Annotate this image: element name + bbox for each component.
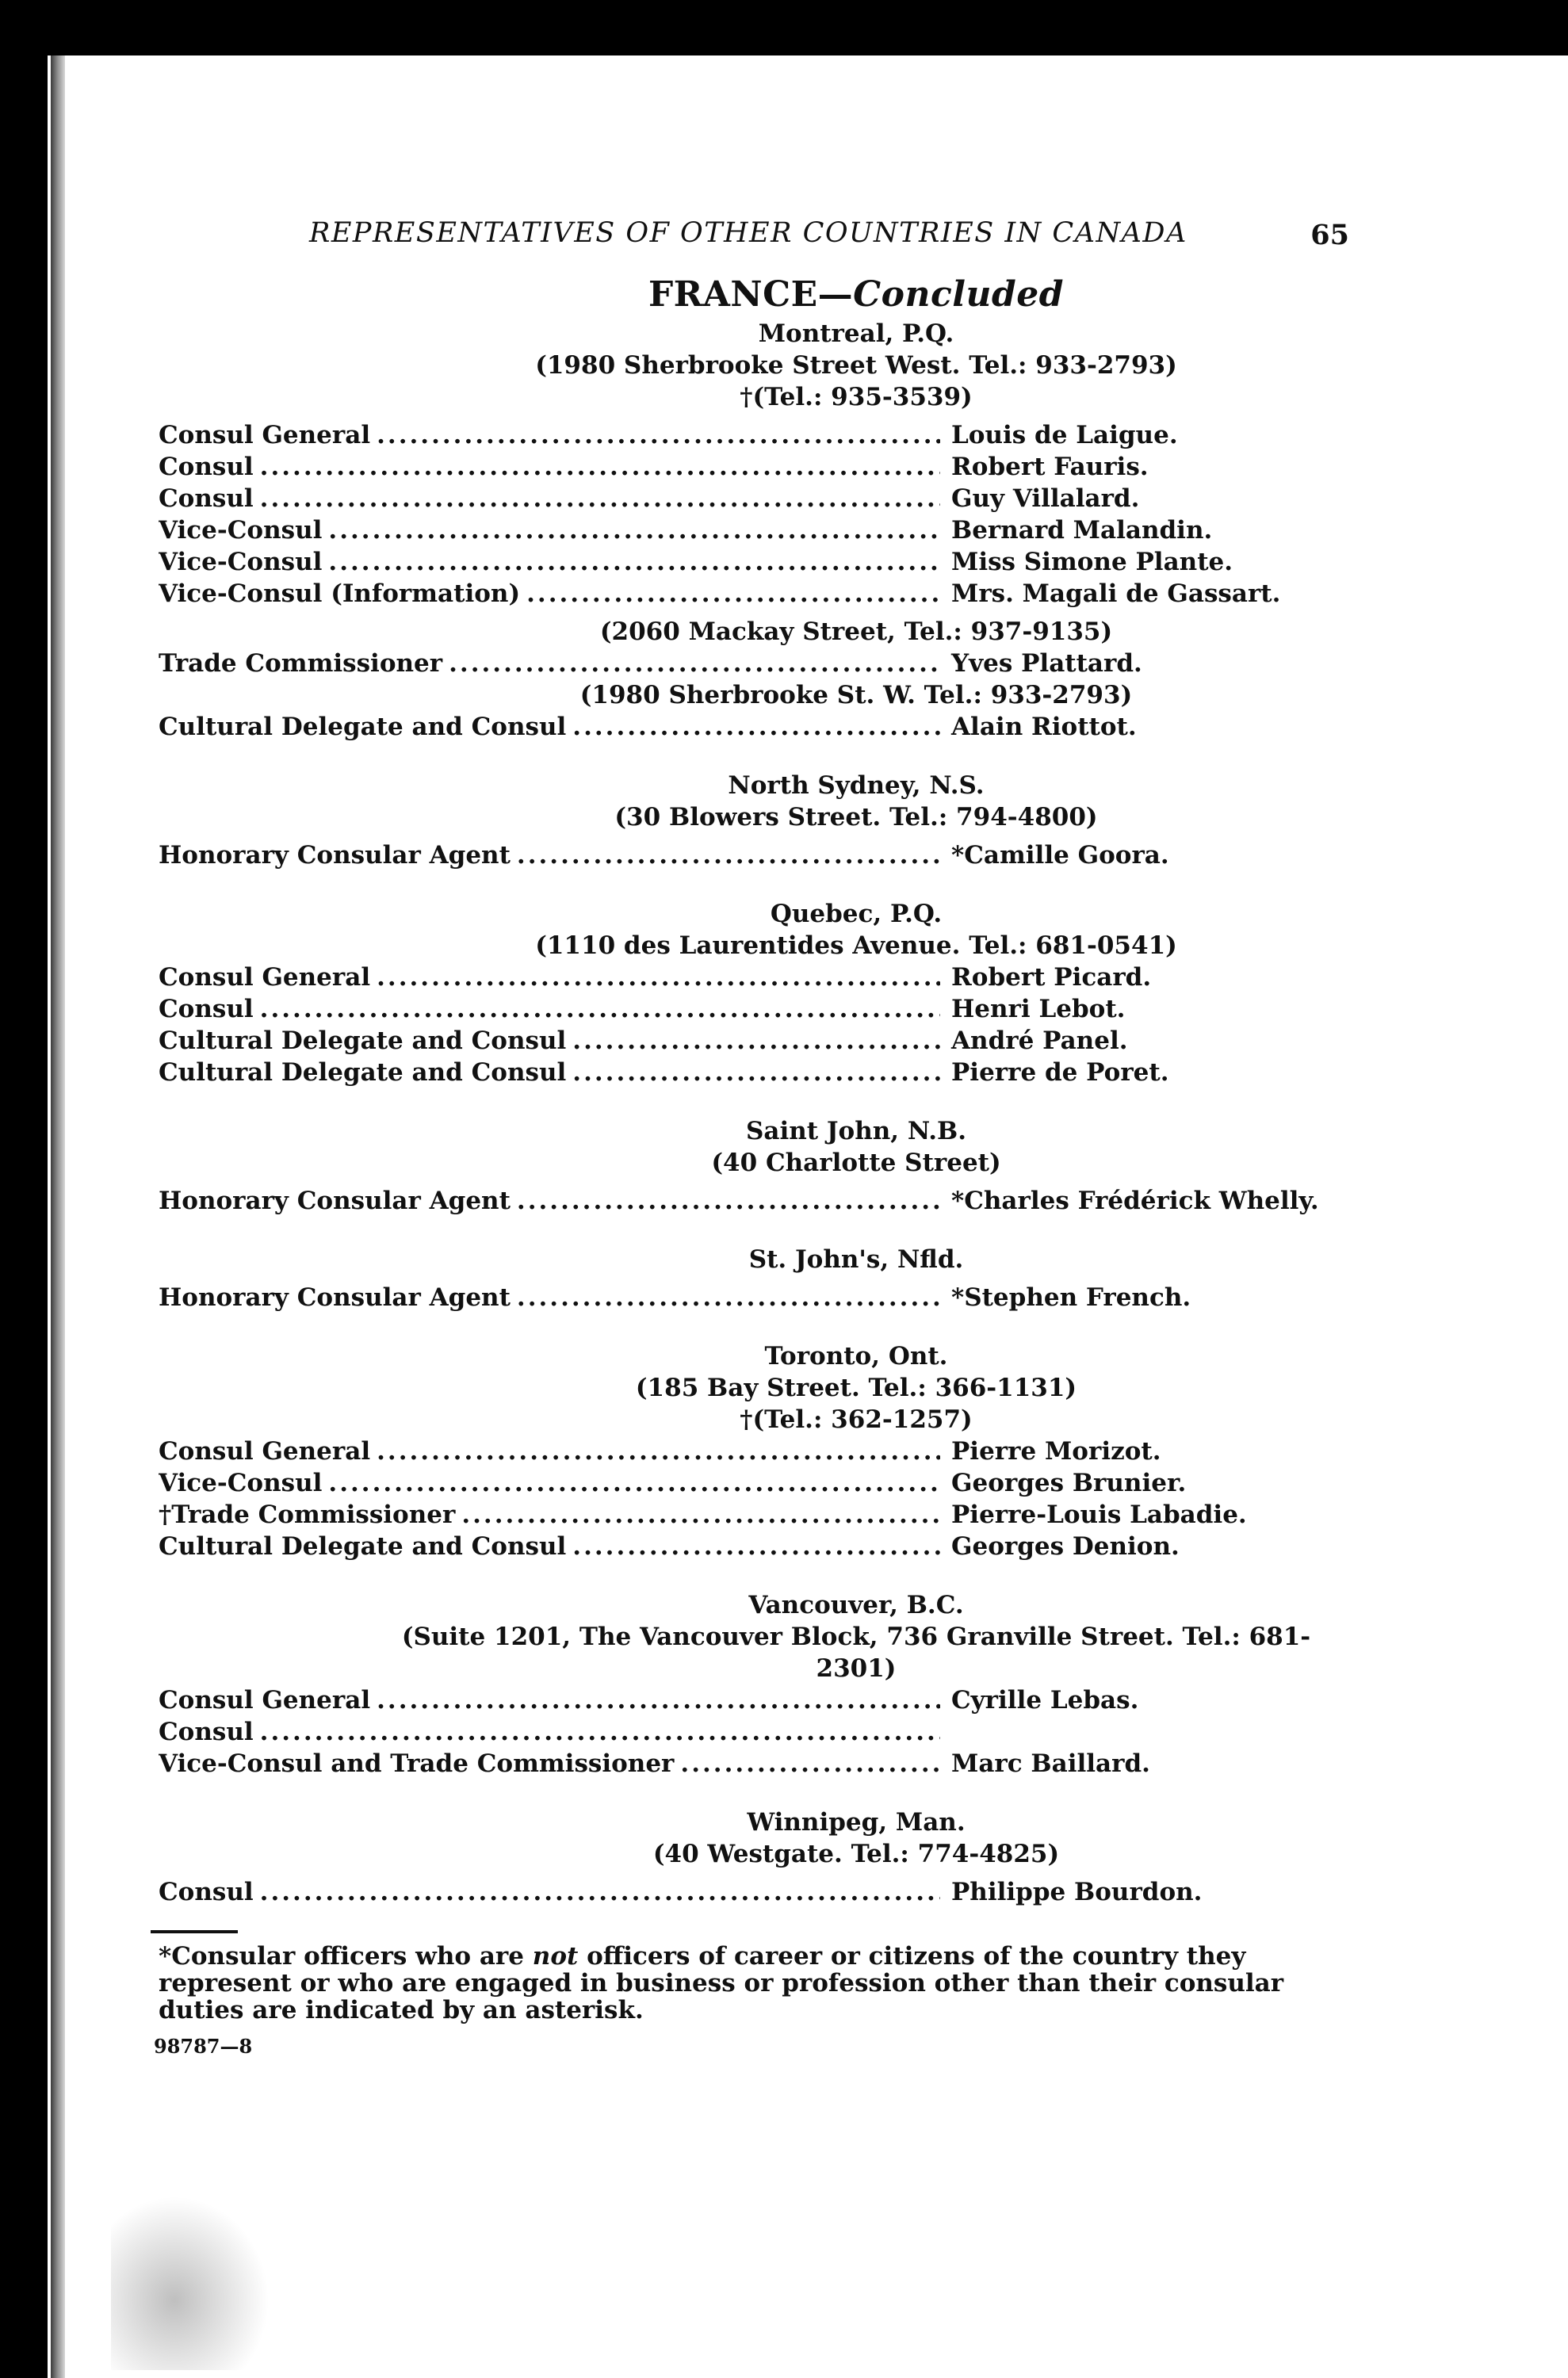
role: †Trade Commissioner: [159, 1501, 456, 1529]
listing-entry: [159, 483, 1348, 514]
role: Consul General: [159, 1437, 371, 1466]
footnote-text-start: *Consular officers who are: [159, 1942, 533, 1971]
listing-entry: [159, 514, 1348, 546]
leader-dots: [461, 1499, 940, 1531]
scan-border-left: [0, 0, 48, 2378]
section-title: FRANCE—Concluded: [648, 274, 1065, 315]
role: Consul: [159, 1878, 254, 1906]
listing-entry: [159, 1876, 1348, 1908]
person-name: Robert Fauris.: [951, 453, 1149, 481]
role: Cultural Delegate and Consul: [159, 1058, 567, 1087]
role: Cultural Delegate and Consul: [159, 1532, 567, 1561]
print-code: 98787—8: [154, 2035, 253, 2058]
person-name: Marc Baillard.: [951, 1749, 1150, 1778]
address-winnipeg: (40 Westgate. Tel.: 774-4825): [652, 1840, 1060, 1868]
role: Vice-Consul and Trade Commissioner: [159, 1749, 675, 1778]
listing-entry: [159, 419, 1348, 451]
leader-dots: [328, 546, 940, 578]
role: Trade Commissioner: [159, 649, 443, 678]
city-heading-toronto: Toronto, Ont.: [764, 1342, 948, 1371]
person-name: Miss Simone Plante.: [951, 548, 1233, 576]
person-name: André Panel.: [951, 1027, 1128, 1055]
city-heading-montreal: Montreal, P.Q.: [758, 319, 954, 348]
document-page: [154, 214, 1349, 2058]
alt-tel-montreal: †(Tel.: 935-3539): [740, 383, 973, 411]
leader-dots: [377, 962, 940, 993]
listing-entry: [159, 1282, 1348, 1313]
city-heading-quebec: Quebec, P.Q.: [770, 900, 943, 928]
person-name: Henri Lebot.: [951, 995, 1126, 1023]
role: Consul General: [159, 963, 371, 992]
role: Honorary Consular Agent: [159, 841, 511, 870]
address-montreal-sherbrooke: (1980 Sherbrooke St. W. Tel.: 933-2793): [579, 681, 1133, 709]
leader-dots: [260, 451, 940, 483]
person-name: Bernard Malandin.: [951, 516, 1213, 545]
address-toronto: (185 Bay Street. Tel.: 366-1131): [635, 1374, 1077, 1402]
role: Vice-Consul: [159, 548, 323, 576]
role: Honorary Consular Agent: [159, 1283, 511, 1312]
section-suffix: Concluded: [853, 274, 1065, 315]
running-head: [159, 214, 1348, 270]
role: Consul General: [159, 421, 371, 449]
person-name: Alain Riottot.: [951, 713, 1137, 741]
leader-dots: [260, 483, 940, 514]
person-name: Guy Villalard.: [951, 484, 1140, 513]
leader-dots: [572, 1531, 940, 1562]
city-heading-vancouver: Vancouver, B.C.: [748, 1591, 964, 1619]
listing-entry: [159, 993, 1348, 1025]
role: Consul: [159, 453, 254, 481]
scan-smudge: [111, 2196, 270, 2370]
leader-dots: [328, 514, 940, 546]
role: Vice-Consul: [159, 516, 323, 545]
role: Consul General: [159, 1686, 371, 1715]
person-name: Georges Brunier.: [951, 1469, 1187, 1497]
leader-dots: [260, 993, 940, 1025]
person-name: Mrs. Magali de Gassart.: [951, 579, 1281, 608]
leader-dots: [517, 839, 940, 871]
page-number: 65: [1310, 219, 1349, 251]
footnote-emphasis: not: [532, 1942, 579, 1971]
listing-entry: [159, 546, 1348, 578]
leader-dots: [517, 1282, 940, 1313]
person-name: Pierre de Poret.: [951, 1058, 1169, 1087]
book-spine-shadow: [51, 55, 65, 2378]
person-name: Philippe Bourdon.: [951, 1878, 1203, 1906]
scan-border-top: [0, 0, 1568, 55]
person-name: Pierre-Louis Labadie.: [951, 1501, 1247, 1529]
listing-entry: [159, 648, 1348, 679]
person-name: *Charles Frédérick Whelly.: [951, 1187, 1319, 1215]
role: Vice-Consul (Information): [159, 579, 521, 608]
city-heading-north-sydney: North Sydney, N.S.: [728, 771, 985, 800]
role: Consul: [159, 484, 254, 513]
listing-entry: [159, 1531, 1348, 1562]
person-name: *Camille Goora.: [951, 841, 1169, 870]
role: Consul: [159, 995, 254, 1023]
listing-entry: [159, 451, 1348, 483]
listing-entry: [159, 1057, 1348, 1088]
address-montreal-mackay: (2060 Mackay Street, Tel.: 937-9135): [599, 617, 1113, 646]
leader-dots: [572, 711, 940, 743]
person-name: Louis de Laigue.: [951, 421, 1178, 449]
leader-dots: [377, 1436, 940, 1467]
leader-dots: [526, 578, 940, 610]
listing-entry: [159, 1436, 1348, 1467]
role: Vice-Consul: [159, 1469, 323, 1497]
role: Honorary Consular Agent: [159, 1187, 511, 1215]
footnote-text-end: officers of career or citizens of the country they represent or who are engaged in business or profession other than their consular duties are indicated by an asterisk.: [159, 1942, 1284, 2024]
leader-dots: [517, 1185, 940, 1217]
listing-entry: [159, 962, 1348, 993]
address-quebec: (1110 des Laurentides Avenue. Tel.: 681-0541): [535, 931, 1177, 960]
leader-dots: [377, 419, 940, 451]
footnote-rule: [151, 1930, 238, 1933]
listing-entry: [159, 1467, 1348, 1499]
address-saint-john: (40 Charlotte Street): [711, 1149, 1001, 1177]
leader-dots: [260, 1876, 940, 1908]
listing-entry: [159, 1716, 1348, 1748]
leader-dots: [449, 648, 940, 679]
listing-entry: [159, 839, 1348, 871]
leader-dots: [572, 1057, 940, 1088]
listing-entry: [159, 578, 1348, 610]
footnote: [159, 1943, 1348, 2024]
person-name: Yves Plattard.: [951, 649, 1142, 678]
listing-entry: [159, 711, 1348, 743]
city-heading-st-johns: St. John's, Nfld.: [748, 1245, 964, 1274]
role: Consul: [159, 1718, 254, 1746]
role: Cultural Delegate and Consul: [159, 1027, 567, 1055]
alt-tel-toronto: †(Tel.: 362-1257): [740, 1405, 973, 1434]
role: Cultural Delegate and Consul: [159, 713, 567, 741]
leader-dots: [680, 1748, 940, 1780]
city-heading-winnipeg: Winnipeg, Man.: [747, 1808, 966, 1837]
address-vancouver: (Suite 1201, The Vancouver Block, 736 Granville Street. Tel.: 681-2301): [401, 1623, 1311, 1683]
address-montreal: (1980 Sherbrooke Street West. Tel.: 933-2793): [535, 351, 1177, 380]
listing-entry: [159, 1025, 1348, 1057]
listing-entry: [159, 1185, 1348, 1217]
person-name: *Stephen French.: [951, 1283, 1191, 1312]
person-name: Robert Picard.: [951, 963, 1152, 992]
address-north-sydney: (30 Blowers Street. Tel.: 794-4800): [614, 803, 1098, 832]
person-name: Pierre Morizot.: [951, 1437, 1161, 1466]
listing-entry: [159, 1499, 1348, 1531]
listing-entry: [159, 1684, 1348, 1716]
city-heading-saint-john: Saint John, N.B.: [745, 1117, 967, 1145]
leader-dots: [328, 1467, 940, 1499]
running-title: REPRESENTATIVES OF OTHER COUNTRIES IN CANADA: [309, 217, 1187, 249]
leader-dots: [260, 1716, 940, 1748]
person-name: Cyrille Lebas.: [951, 1686, 1139, 1715]
country-name: FRANCE: [648, 274, 818, 315]
leader-dots: [377, 1684, 940, 1716]
person-name: Georges Denion.: [951, 1532, 1180, 1561]
leader-dots: [572, 1025, 940, 1057]
listing-entry: [159, 1748, 1348, 1780]
